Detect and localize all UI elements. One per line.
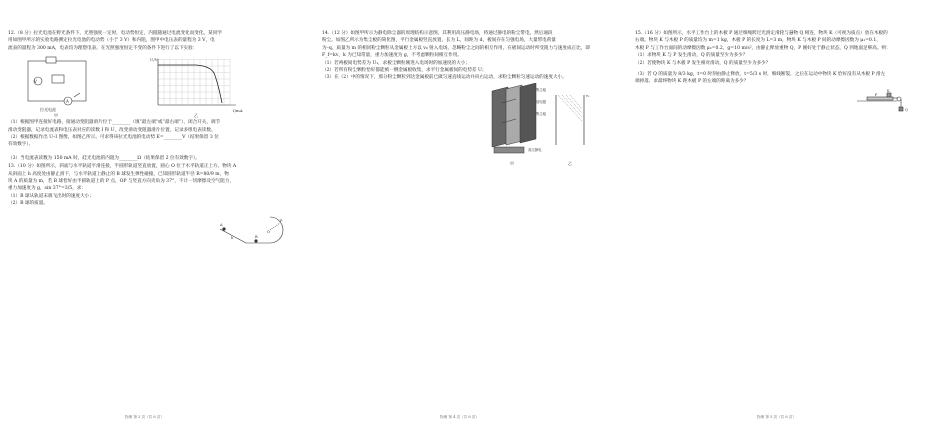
q15-line-4: （1）求物块 K 与 P 发生滑动，Q 的质量至少为多少？: [635, 53, 748, 59]
q12-part-1b: 滑动变阻器，记录电流表和电压表对应的读数 I 和 U，改变滑动变阻器滑片位置，记录多组电表读数。: [8, 127, 216, 133]
label-high-voltage: 高压静电: [528, 147, 542, 152]
op-line: [270, 223, 280, 230]
ui-chart: [158, 59, 236, 105]
label-p-15: P: [875, 92, 878, 97]
question-column-2: [322, 30, 614, 400]
q12-part-2: （2）根据数据作出 U–I 图像，如图乙所示。可求得该拉光电池的电动势 E=________V（结果保留 3 位: [8, 135, 219, 141]
q14-figure-svg: [322, 83, 614, 173]
fig-label-jia-14: 甲: [510, 160, 514, 166]
q13-figure-svg: [8, 209, 303, 249]
q13-line-3: 块 A 的质量为 m，若 B 球恰好由半圆轨道上的 P 点，OP 与竖直方向夹角为 37°，不计一切摩擦及空气阻力，: [8, 179, 235, 185]
label-v0: v₀: [586, 93, 590, 98]
q15-line-1: 15.（16 分）如图所示，水平工作台上的木板 P 通过细绳跨过光滑定滑轮与悬物 Q 相连，物块 K（可视为质点）放在木板的: [635, 31, 888, 36]
resistor-symbol: [46, 57, 56, 63]
label-k: K: [887, 88, 890, 93]
precipitator-diagram: [492, 83, 536, 153]
q14-figures: [322, 83, 614, 173]
page-footer-3: 物理 第 3 页（共 6 页）: [125, 415, 165, 419]
block-a-mark: [222, 227, 225, 230]
q13-figure: [8, 209, 303, 249]
q12-line-3: 流表的量程为 300 mA，电表均为理想电表。在光照强度恒定不变的条件下进行了以下实验：: [8, 45, 198, 51]
q13-line-6: （2）B 球的质量。: [8, 201, 48, 207]
q13-line-1: 13.（10 分）如图所示，斜面与水平轨道平滑连接，半圆形轨道竖直放置，圆心 O 位于水平轨道正上方。物块 A: [8, 164, 237, 170]
q12-figures: [8, 53, 303, 119]
chart-y-label: U/V: [150, 57, 158, 63]
q12-part-3: （3）当电流表读数为 150 mA 时，硅光电池的内阻为________Ω（结果保留 2 位有效数字）。: [8, 155, 200, 161]
q15-figure: [635, 87, 940, 117]
q12-part-2b: 有效数字）。: [8, 142, 34, 148]
q12-part-1: （1）根据图甲连接好电路，接通动变阻器滑片位于________（填“最左端”或“最右端”），闭合开关，调节: [8, 120, 221, 126]
label-a: A: [220, 222, 223, 227]
pulley: [897, 97, 901, 101]
question-column-1: [8, 30, 303, 400]
q12-parts: [8, 119, 303, 162]
q15-line-6: （3）若 Q 的质量为 8/3 kg，t=0 时刻由静止释放，t=5/3 s 时，细线断裂，之后在运动中物块 K 恰好没有从木板 P 滑左: [635, 72, 886, 78]
svg-text:V: V: [34, 79, 37, 85]
fig-label-yi-14: 乙: [568, 160, 572, 166]
label-p: P: [280, 218, 283, 223]
question-15: [635, 30, 940, 86]
q15-line-7: 端掉落，求最终物块 K 距木板 P 的左端的距离为多少？: [635, 79, 749, 85]
q15-figure-svg: [635, 87, 940, 117]
q12-figure-svg: [8, 53, 303, 119]
q14-line-7: （3）在（2）中的情况下，那分粉尘颗粒到达金属板前已做匀速直线运动并向右运动，求粉尘颗粒匀速运动的速度大小。: [322, 75, 567, 81]
q12-line-1: 12.（8 分）拉光电池在野光条件下，光照强度一定时，电动势恒定，内阻随通过电流变化而变化。某同学: [8, 31, 222, 36]
battery-cell-symbol: [52, 75, 64, 83]
label-collector-2: 集尘板: [536, 111, 547, 116]
fig-label-yi: 乙: [194, 113, 198, 119]
q13-line-2: 从斜面上 h 高度处由静止滑下，与水平轨道上静止的 B 球发生弹性碰撞，已知圆形轨道半径 R=80/9 m，物: [8, 171, 229, 177]
block-k: [887, 93, 891, 97]
q13-line-5: （1）B 球从轨道末端飞出时的速度大小；: [8, 193, 94, 199]
particle-paths: [558, 95, 582, 121]
label-h: h: [231, 235, 234, 240]
q13-line-4: 重力加速度为 g，sin 37°=3/5，求：: [8, 186, 86, 192]
q12-line-2: 用如图甲所示的实验电路测定拉光电池的电动势（小于 3 V）和内阻，图甲中电压表的量程为 3 V，电: [8, 38, 215, 44]
question-12: [8, 30, 303, 52]
q14-line-2: 粉尘。如图乙所示为集尘板的简化图，平行金属板竖直放置，长为 L，间距为 d，板间存在匀强电场，大量带电荷量: [322, 38, 557, 44]
question-14: [322, 30, 614, 82]
fig-label-sample: 拉光电池: [40, 107, 56, 113]
q14-line-3: 为–q、质量为 m 的相同粉尘颗粒从金属板上方以 v₀ 射入电场。忽略粉尘之间的相互作用，在板间运动时所受阻力与速度成正比，即: [322, 45, 590, 51]
page-footer-4: 物理 第 4 页（共 6 页）: [440, 415, 480, 419]
q14-line-4: F_f=kv，k 为已知常量，重力加速度为 g，不考虑颗粒间相互作用。: [322, 53, 462, 59]
label-b: B: [255, 234, 258, 239]
switch-symbol: [74, 93, 80, 97]
chart-x-label: I/mA: [233, 108, 243, 114]
question-13: [8, 163, 303, 207]
fig-label-jia: 甲: [54, 113, 58, 119]
q14-line-6: （2）若所有粉尘颗粒恰好都能被一侧金属板收集，求平行金属板间的电势差 U；: [322, 68, 487, 74]
q15-line-5: （2）若使物块 K 与木板 P 发生相对滑动，Q 的质量至少为多少？: [635, 60, 771, 66]
q15-line-2: 右端。物块 K 与木板 P 的质量均为 m=1 kg，木板 P 的长度为 L=3 m，物块 K 与木板 P 间的动摩擦因数为 μ₁=0.1，: [635, 38, 881, 44]
label-o: O: [267, 229, 270, 234]
label-collector-1: 集尘板: [536, 87, 547, 92]
page-footer-5: 物理 第 5 页（共 6 页）: [757, 415, 797, 419]
svg-text:A: A: [66, 99, 69, 105]
chart-curve: [158, 65, 222, 103]
q14-line-1: 14.（12 分）如图甲所示为静电除尘器的原理结构示意图，其利用高压静电场，将通过静电的粉尘带电，然后通段: [322, 31, 553, 36]
label-discharge: 放电极: [536, 99, 547, 104]
question-column-3: [635, 30, 940, 400]
board-p: [867, 97, 893, 100]
q14-line-5: （1）若两板间电势差为 U₁，求板尘颗粒刚进入电场时的加速度的大小；: [322, 60, 470, 66]
q15-line-3: 木板 P 与工作台面间的动摩擦因数 μ₂=0.2，g=10 m/s²，由静止释放重物 Q，P 刚好处于静止状态，Q 到地面足够高。则：: [635, 45, 891, 51]
ball-b-mark: [254, 239, 257, 242]
weight-q: [899, 107, 903, 111]
parallel-plates-diagram: [556, 95, 584, 145]
label-q: Q: [905, 107, 908, 112]
